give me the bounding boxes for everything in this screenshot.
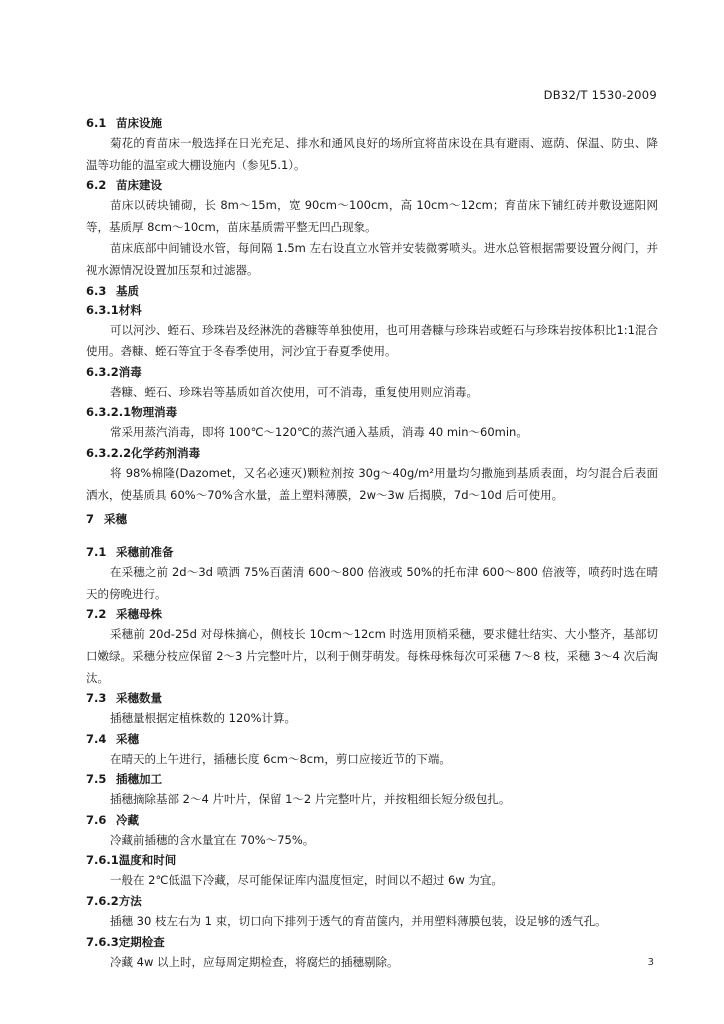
paragraph: 将 98%棉隆(Dazomet，又名必速灭)颗粒剂按 30g～40g/m²用量均匀撒施到基质表面，均匀混合后表面洒水，使基质具 60%～70%含水量，盖上塑料薄膜，2w～3w 后揭膜，7d～10d 后可使用。 xyxy=(86,465,658,502)
paragraph: 在采穗之前 2d～3d 喷洒 75%百菌清 600～800 倍液或 50%的托布津 600～800 倍液等，喷药时选在晴天的傍晚进行。 xyxy=(86,565,658,601)
section-title: 苗床设施 xyxy=(116,116,162,130)
section-heading xyxy=(86,510,658,529)
paragraph: 常采用蒸汽消毒，即将 100℃～120℃的蒸汽通入基质，消毒 40 min～60min。 xyxy=(110,425,528,440)
section-number: 7.2 xyxy=(86,607,107,622)
page-number: 3 xyxy=(647,957,654,968)
section-number: 7.1 xyxy=(86,545,107,560)
section-heading xyxy=(86,811,658,830)
section-title: 化学药剂消毒 xyxy=(131,445,201,460)
section-title: 苗床建设 xyxy=(116,178,162,193)
section-number: 7.6.3 xyxy=(86,934,119,949)
paragraph: 冷藏 4w 以上时，应每周定期检查，将腐烂的插穗剔除。 xyxy=(110,954,399,969)
section-number: 7 xyxy=(86,512,95,527)
paragraph: 菊花的育苗床一般选择在日光充足、排水和通风良好的场所宜将苗床设在具有避雨、遮荫、保温、防虫、降温等功能的温室或大棚设施内（参见5.1）。 xyxy=(86,136,658,172)
section-title: 采穗 xyxy=(104,512,127,527)
section-heading xyxy=(86,851,658,870)
section-number: 7.4 xyxy=(86,731,107,746)
section-heading xyxy=(86,176,658,195)
paragraph: 在晴天的上午进行，插穗长度 6cm～8cm，剪口应接近节的下端。 xyxy=(110,751,451,766)
paragraph: 采穗前 20d-25d 对母株摘心，侧枝长 10cm～12cm 时选用顶梢采穗，要求健壮结实、大小整齐，基部切口嫩绿。采穗分枝应保留 2～3 片完整叶片，以利于侧芽萌发。每株母株每次可采穗 7～8 枝，采穗 3～4 次后淘汰。 xyxy=(86,627,658,685)
paragraph: 冷藏前插穗的含水量宜在 70%～75%。 xyxy=(110,832,315,847)
section-number: 7.3 xyxy=(86,691,107,706)
section-title: 基质 xyxy=(116,283,139,298)
section-title: 材料 xyxy=(118,302,142,317)
section-heading xyxy=(86,403,658,422)
paragraph: 插穗 30 枝左右为 1 束，切口向下排列于透气的育苗箧内，并用塑料薄膜包装，设足够的透气孔。 xyxy=(110,914,607,929)
section-number: 7.6.2 xyxy=(86,894,119,909)
paragraph: 苗床以砖块铺砌，长 8m～15m，宽 90cm～100cm，高 10cm～12cm；育苗床下铺红砖并敷设遮阳网等，基质厚 8cm～10cm，苗床基质需平整无凹凸现象。 xyxy=(86,198,658,234)
section-title: 定期检查 xyxy=(118,934,165,949)
document-body xyxy=(86,114,658,973)
section-title: 采穗数量 xyxy=(116,691,162,706)
section-number: 6.2 xyxy=(86,178,107,193)
section-title: 物理消毒 xyxy=(131,405,178,420)
section-title: 温度和时间 xyxy=(118,853,177,868)
section-title: 方法 xyxy=(118,894,142,909)
section-heading xyxy=(86,730,658,749)
section-heading xyxy=(86,689,658,708)
section-heading xyxy=(86,605,658,624)
section-title: 采穗前准备 xyxy=(116,545,174,560)
paragraph: 砻糠、蛭石、珍珠岩等基质如首次使用，可不消毒，重复使用则应消毒。 xyxy=(110,384,478,399)
paragraph: 一般在 2℃低温下冷藏，尽可能保证库内温度恒定，时间以不超过 6w 为宜。 xyxy=(110,873,503,888)
section-title: 采穗 xyxy=(116,731,139,746)
section-number: 6.3 xyxy=(86,283,107,298)
section-number: 7.5 xyxy=(86,772,107,787)
section-number: 7.6 xyxy=(86,812,107,827)
section-title: 采穗母株 xyxy=(116,607,162,622)
section-heading xyxy=(86,770,658,789)
section-heading xyxy=(86,363,658,382)
section-heading xyxy=(86,444,658,463)
section-heading xyxy=(86,892,658,911)
section-heading xyxy=(86,282,658,301)
section-number: 6.3.2.2 xyxy=(86,445,132,460)
paragraph: 苗床底部中间铺设水管，每间隔 1.5m 左右设直立水管并安装微雾喷头。进水总管根据需要设置分阀门，并视水源情况设置加压泵和过滤器。 xyxy=(86,241,658,277)
section-number: 6.3.1 xyxy=(86,302,119,317)
section-heading xyxy=(86,933,658,952)
paragraph: 插穗量根据定植株数的 120%计算。 xyxy=(110,711,297,726)
section-heading xyxy=(86,543,658,562)
standard-code: DB32/T 1530-2009 xyxy=(543,88,657,102)
section-number: 6.3.2 xyxy=(86,364,119,379)
section-heading xyxy=(86,114,658,133)
section-number: 6.3.2.1 xyxy=(86,405,132,420)
section-title: 冷藏 xyxy=(116,812,139,827)
section-number: 6.1 xyxy=(86,116,107,130)
section-number: 7.6.1 xyxy=(86,853,119,868)
paragraph: 可以河沙、蛭石、珍珠岩及经淋洗的砻糠等单独使用，也可用砻糠与珍珠岩或蛭石与珍珠岩按体积比1:1混合使用。砻糠、蛭石等宜于冬春季使用，河沙宜于春夏季使用。 xyxy=(86,322,658,359)
section-title: 插穗加工 xyxy=(116,772,162,787)
paragraph: 插穗摘除基部 2～4 片叶片，保留 1～2 片完整叶片，并按粗细长短分级包扎。 xyxy=(110,792,511,807)
section-title: 消毒 xyxy=(118,364,142,379)
section-heading xyxy=(86,301,658,320)
